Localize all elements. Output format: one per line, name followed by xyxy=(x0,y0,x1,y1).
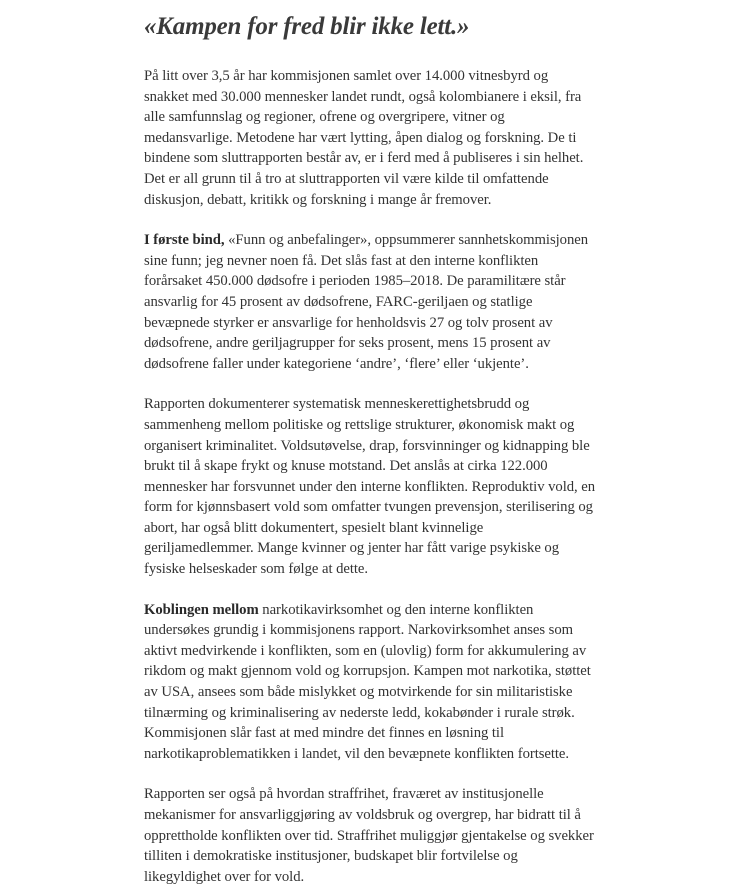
article-paragraph xyxy=(144,394,596,579)
paragraph-text: Rapporten dokumenterer systematisk menneskerettighetsbrudd og sammenheng mellom politiske og rettslige strukturer, økonomisk makt og organisert kriminalitet. Voldsutøvelse, drap, forsvinninger og kidnapping ble brukt til å skape frykt og knuse motstand. Det anslås at cirka 122.000 mennesker har forsvunnet under den interne konflikten. Reproduktiv vold, en form for kjønnsbasert vold som omfatter tvungen prevensjon, sterilisering og abort, har også blitt dokumentert, spesielt blant kvinnelige geriljamedlemmer. Mange kvinner og jenter har fått varige psykiske og fysiske helseskader som følge at dette. xyxy=(144,396,596,578)
paragraph-text: «Funn og anbefalinger», oppsummerer sannhetskommisjonen sine funn; jeg nevner noen få. Det slås fast at den interne konflikten forårsaket 450.000 dødsofre i perioden 1985–2018. De paramilitære står ansvarlig for 45 prosent av dødsofrene, FARC-geriljaen og statlige bevæpnede styrker er ansvarlige for henholdsvis 27 og tolv prosent av dødsofrene, andre geriljagrupper for seks prosent, mens 15 prosent av dødsofrene faller under kategoriene ‘andre’, ‘flere’ eller ‘ukjente’. xyxy=(144,232,589,372)
article-paragraph xyxy=(144,230,596,374)
paragraph-text: Rapporten ser også på hvordan straffrihet, fraværet av institusjonelle mekanismer for ansvarliggjøring av voldsbruk og overgrep, har bidratt til å opprettholde konflikten over tid. Straffrihet muliggjør gjentakelse og svekker tilliten i demokratiske institusjoner, budskapet blir fortvilelse og likegyldighet over for vold. xyxy=(144,786,594,885)
article xyxy=(144,0,596,887)
paragraph-text: narkotikavirksomhet og den interne konflikten undersøkes grundig i kommisjonens rapport. Narkovirksomhet anses som aktivt medvirkende i konflikten, som en (ulovlig) form for akkumulering av rikdom og makt gjennom vold og korrupsjon. Kampen mot narkotika, støttet av USA, ansees som både mislykket og motvirkende for sin militaristiske tilnærming og kriminalisering av nederste ledd, kokabønder i rurale strøk. Kommisjonen slår fast at med mindre det finnes en løsning til narkotikaproblematikken i landet, vil den bevæpnete konflikten fortsette. xyxy=(144,601,591,762)
article-paragraph xyxy=(144,600,596,765)
article-headline: «Kampen for fred blir ikke lett.» xyxy=(144,13,470,40)
article-paragraph xyxy=(144,784,596,887)
paragraph-lead-bold: Koblingen mellom xyxy=(144,601,259,618)
paragraph-lead-bold: I første bind, xyxy=(144,232,225,249)
article-paragraph xyxy=(144,66,596,210)
paragraph-text: På litt over 3,5 år har kommisjonen samlet over 14.000 vitnesbyrd og snakket med 30.000 mennesker landet rundt, også kolombianere i eksil, fra alle samfunnslag og regioner, ofrene og overgripere, vitner og medansvarlige. Metodene har vært lytting, åpen dialog og forskning. De ti bindene som sluttrapporten består av, er i ferd med å publiseres i sin helhet. Det er all grunn til å tro at sluttrapporten vil være kilde til omfattende diskusjon, debatt, kritikk og forskning i mange år fremover. xyxy=(144,68,584,208)
